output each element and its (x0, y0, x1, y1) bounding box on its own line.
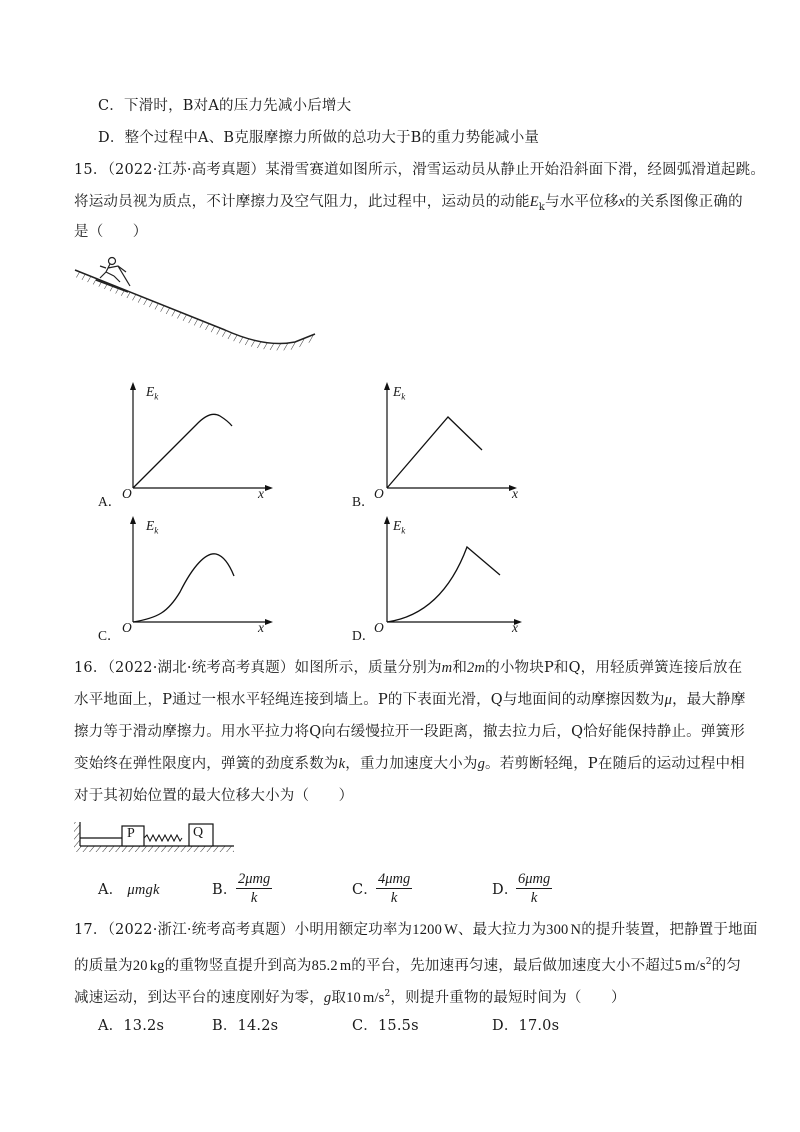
q15-line-2: 将运动员视为质点，不计摩擦力及空气阻力，此过程中，运动员的动能$E_k$与水平位移x的关系图像正确的 (74, 194, 743, 213)
graph-b-y-label: $E_k$ (393, 384, 406, 402)
q16-option-c-label: C． (352, 882, 378, 898)
q17-line-2: 的质量为20 kg的重物竖直提升到高为85.2 m的平台，先加速再匀速，最后做加速度大小不超过5 $m/s^2$的匀 (74, 957, 742, 974)
q14-option-c: C．下滑时，B对A的压力先减小后增大 (98, 98, 352, 114)
q17-option-a: A．13.2s (98, 1018, 165, 1034)
block-q-label: Q (193, 825, 204, 840)
q17-line-1: 17．（2022·浙江·统考高考真题）小明用额定功率为1200 W、最大拉力为300 N的提升装置，把静置于地面 (74, 922, 758, 938)
q17-source: （2022·浙江·统考高考真题） (107, 922, 295, 938)
wall (74, 822, 80, 846)
graph-a-y-label: $E_k$ (146, 384, 159, 402)
q16-option-d-label: D． (492, 882, 519, 898)
graph-c-curve (133, 554, 234, 622)
q16-line-1: 16．（2022·湖北·统考高考真题）如图所示，质量分别为m和2m的小物块P和Q，用轻质弹簧连接后放在 (74, 660, 743, 676)
slope-hatching (75, 270, 315, 351)
graph-c (118, 514, 278, 639)
q16-option-c-fraction: 4μmg k (378, 871, 411, 906)
q16-line-5: 对于其初始位置的最大位移大小为（ ） (74, 788, 354, 804)
spring (144, 835, 182, 841)
q15-line-3: 是（ ） (74, 224, 148, 240)
q17-option-b: B．14.2s (212, 1018, 279, 1034)
q16-option-b-label: B． (212, 882, 238, 898)
slope-surface (75, 270, 315, 344)
graph-a (118, 380, 278, 505)
q16-option-d-fraction: 6μmg k (518, 871, 551, 906)
q15-option-c-label: C． (98, 628, 121, 643)
graph-b-curve (387, 417, 482, 488)
graph-c-origin: O (122, 620, 132, 635)
graph-d-curve (387, 547, 500, 622)
q17-option-d: D．17.0s (492, 1018, 560, 1034)
graph-b-x-label: x (512, 486, 518, 501)
q17-line-3: 减速运动，到达平台的速度刚好为零，g取10 $m/s^2$，则提升重物的最短时间为（ ） (74, 989, 626, 1006)
q16-option-a: A． μmgk (98, 882, 160, 898)
q15-source: （2022·江苏·高考真题） (107, 162, 266, 178)
spring-block-figure (72, 818, 242, 858)
q16-option-b-fraction: 2μmg k (238, 871, 271, 906)
ground (74, 846, 234, 852)
q15-number: 15． (74, 162, 108, 178)
graph-d-x-label: x (512, 620, 518, 635)
graph-d-y-label: $E_k$ (393, 518, 406, 536)
q17-number: 17． (74, 922, 108, 938)
q14-option-d: D．整个过程中A、B克服摩擦力所做的总功大于B的重力势能减小量 (98, 130, 540, 146)
graph-a-x-label: x (258, 486, 264, 501)
q16-source: （2022·湖北·统考高考真题） (107, 660, 295, 676)
q16-number: 16． (74, 660, 108, 676)
q15-option-a-label: A． (98, 494, 122, 509)
graph-a-origin: O (122, 486, 132, 501)
block-p-label: P (127, 826, 135, 841)
q15-option-b-label: B． (352, 494, 375, 509)
graph-c-x-label: x (258, 620, 264, 635)
q16-line-4: 变始终在弹性限度内，弹簧的劲度系数为k，重力加速度大小为g。若剪断轻绳，P在随后的运动过程中相 (74, 756, 745, 772)
graph-d-origin: O (374, 620, 384, 635)
q16-line-3: 擦力等于滑动摩擦力。用水平拉力将Q向右缓慢拉开一段距离，撤去拉力后，Q恰好能保持静止。弹簧形 (74, 724, 745, 740)
graph-c-y-label: $E_k$ (146, 518, 159, 536)
graph-b-origin: O (374, 486, 384, 501)
q17-option-c: C．15.5s (352, 1018, 419, 1034)
q16-line-2: 水平地面上，P通过一根水平轻绳连接到墙上。P的下表面光滑，Q与地面间的动摩擦因数为μ，最大静摩 (74, 692, 746, 708)
q15-option-d-label: D． (352, 628, 376, 643)
ski-slope-figure (70, 252, 320, 362)
graph-a-curve (133, 414, 232, 488)
q15-line-1: 15．（2022·江苏·高考真题）某滑雪赛道如图所示，滑雪运动员从静止开始沿斜面下滑，经圆弧滑道起跳。 (74, 162, 766, 178)
